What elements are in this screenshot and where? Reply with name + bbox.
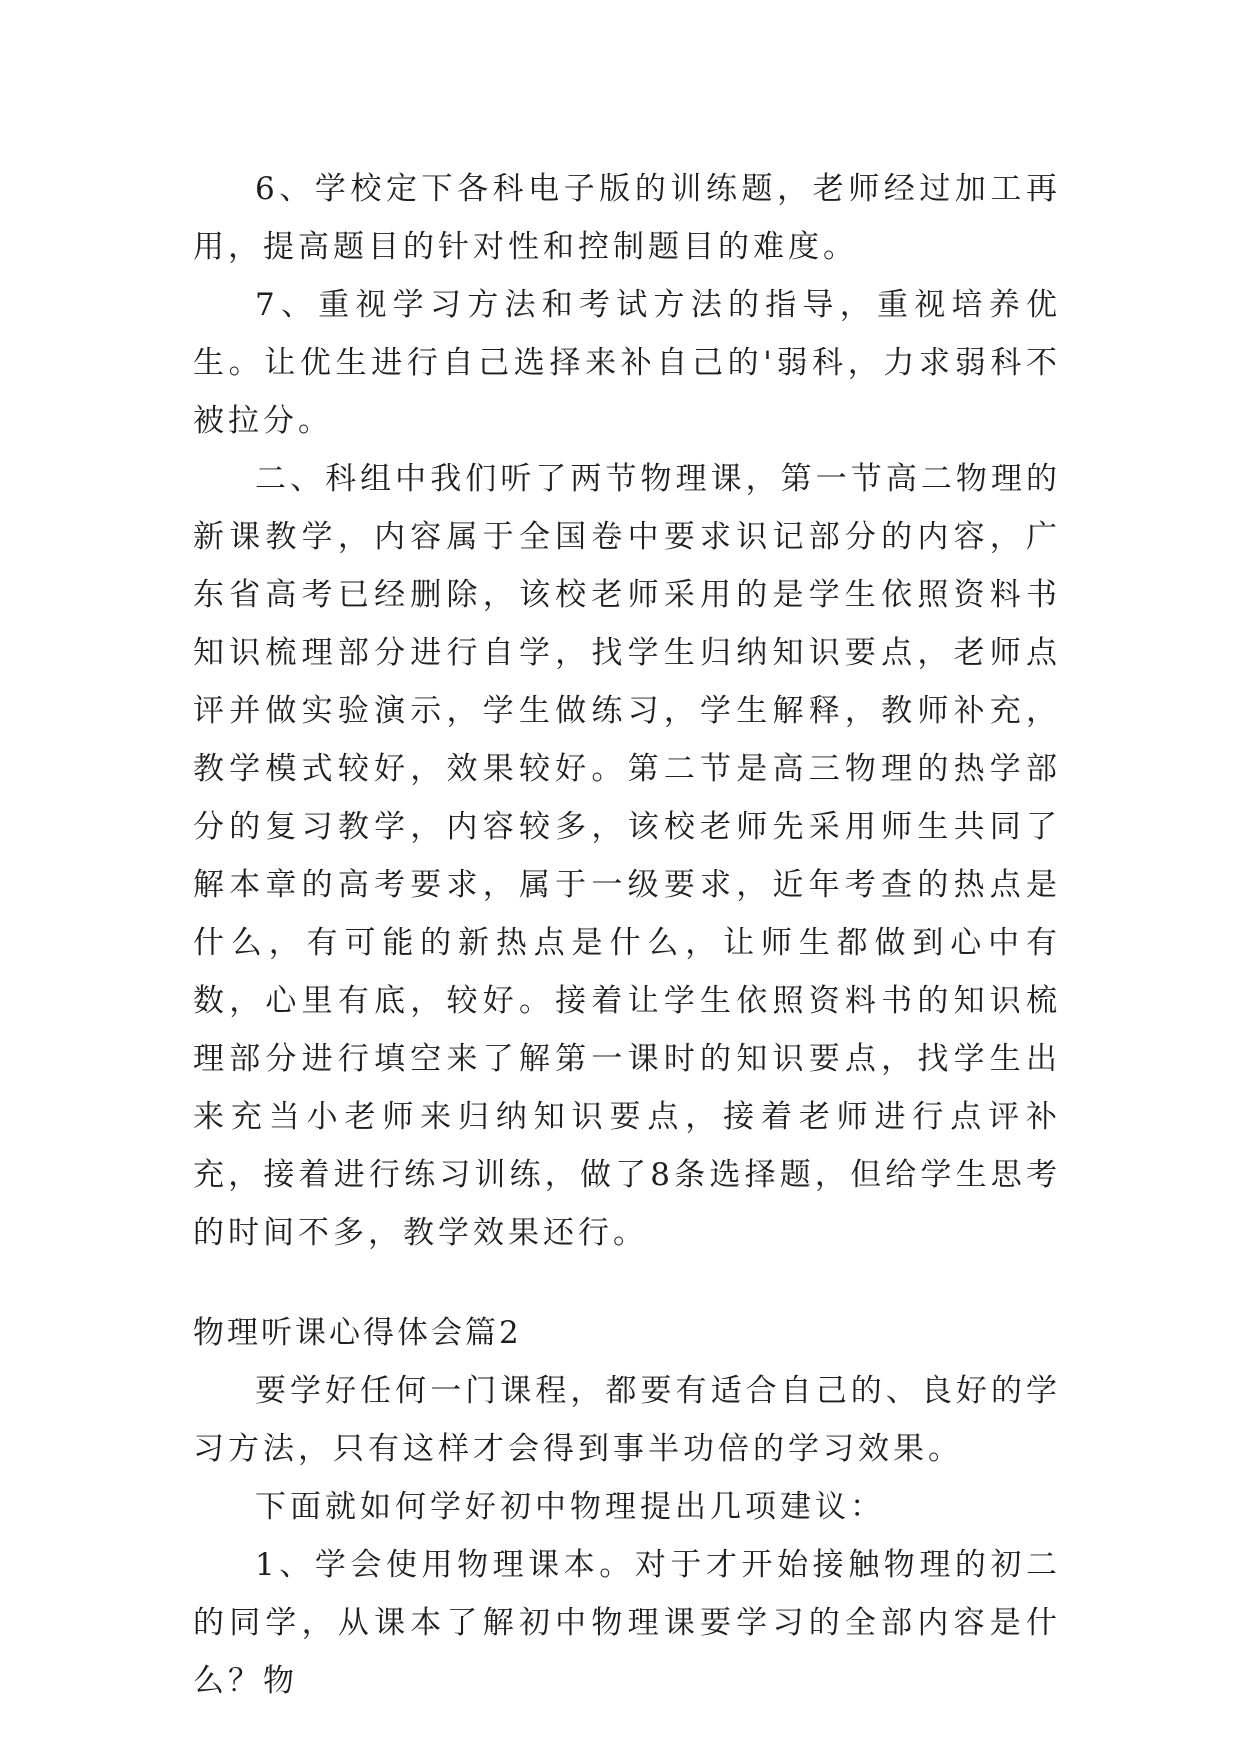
paragraph-item-7: 7、重视学习方法和考试方法的指导，重视培养优生。让优生进行自己选择来补自己的'弱科，力求弱科不被拉分。: [193, 287, 1061, 439]
paragraph-suggestion-1: 1、学会使用物理课本。对于才开始接触物理的初二的同学，从课本了解初中物理课要学习的全部内容是什么？物: [193, 1547, 1061, 1699]
section-heading: 物理听课心得体会篇2: [193, 1315, 522, 1351]
paragraph-suggestions-intro: 下面就如何学好初中物理提出几项建议：: [255, 1489, 885, 1525]
paragraph-learning-method: 要学好任何一门课程，都要有适合自己的、良好的学习方法，只有这样才会得到事半功倍的学习效果。: [193, 1373, 1061, 1467]
document-body: [193, 160, 1061, 1710]
paragraph-lesson-observation: 二、科组中我们听了两节物理课，第一节高二物理的新课教学，内容属于全国卷中要求识记部分的内容，广东省高考已经删除，该校老师采用的是学生依照资料书知识梳理部分进行自学，找学生归纳知识要点，老师点评并做实验演示，学生做练习，学生解释，教师补充，教学模式较好，效果较好。第二节是高三物理的热学部分的复习教学，内容较多，该校老师先采用师生共同了解本章的高考要求，属于一级要求，近年考查的热点是什么，有可能的新热点是什么，让师生都做到心中有数，心里有底，较好。接着让学生依照资料书的知识梳理部分进行填空来了解第一课时的知识要点，找学生出来充当小老师来归纳知识要点，接着老师进行点评补充，接着进行练习训练，做了8条选择题，但给学生思考的时间不多，教学效果还行。: [193, 461, 1061, 1251]
paragraph-item-6: 6、学校定下各科电子版的训练题，老师经过加工再用，提高题目的针对性和控制题目的难度。: [193, 171, 1061, 265]
